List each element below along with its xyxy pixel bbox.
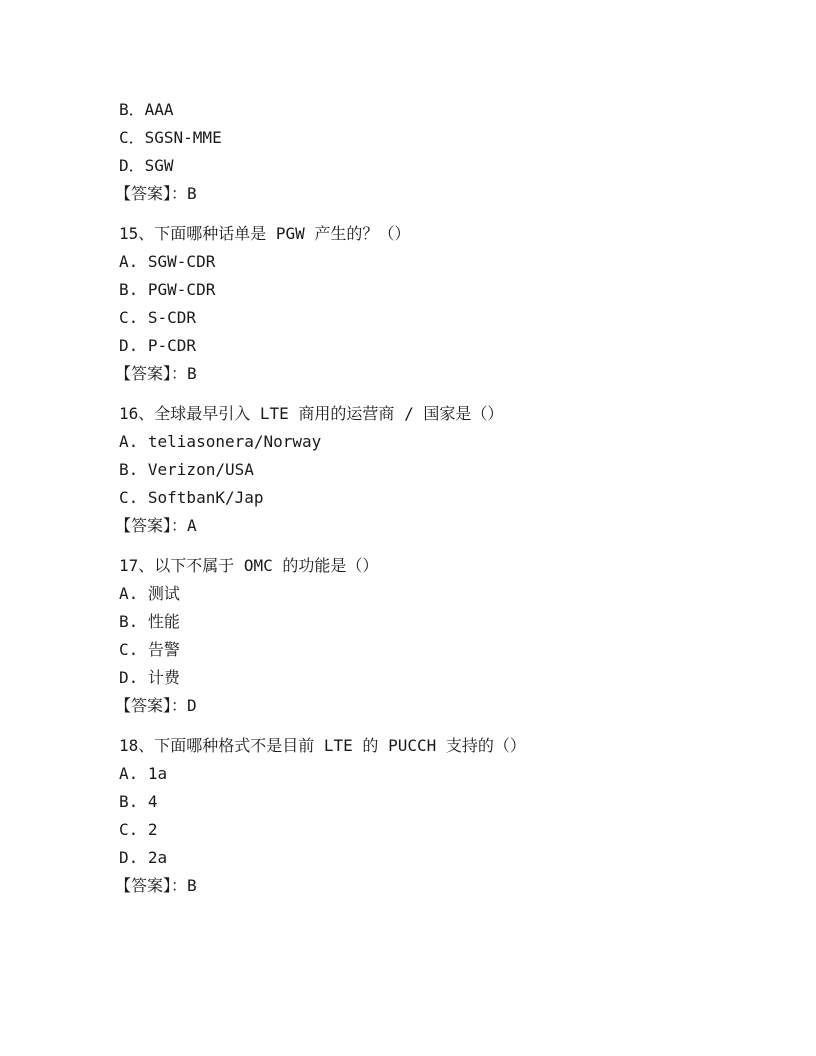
option-a: A. SGW-CDR [119,252,216,271]
answer-line: 【答案】：D [115,696,197,715]
answer-line: 【答案】：B [115,364,197,383]
option-c: C. 2 [119,820,158,839]
answer-line: 【答案】：A [115,516,197,535]
option-a: A. teliasonera/Norway [119,432,322,451]
question-16 [115,400,719,540]
option-d: D. P-CDR [119,336,197,355]
option-d: D．SGW [119,156,174,175]
option-b: B．AAA [119,100,174,119]
option-c: C. S-CDR [119,308,197,327]
option-b: B. 性能 [119,612,180,631]
answer-line: 【答案】：B [115,184,197,203]
question-list [115,96,719,900]
option-d: D. 计费 [119,668,180,687]
question-stem: 16、全球最早引入 LTE 商用的运营商 / 国家是（） [119,404,504,423]
option-a: A. 测试 [119,584,180,603]
option-b: B. PGW-CDR [119,280,216,299]
option-c: C. SoftbanK/Jap [119,488,264,507]
question-15 [115,220,719,388]
question-18 [115,732,719,900]
option-d: D. 2a [119,848,168,867]
question-17 [115,552,719,720]
prev-question-block [115,96,719,208]
option-c: C. 告警 [119,640,180,659]
option-a: A. 1a [119,764,168,783]
question-stem: 18、下面哪种格式不是目前 LTE 的 PUCCH 支持的（） [119,736,526,755]
question-stem: 17、以下不属于 OMC 的功能是（） [119,556,379,575]
question-stem: 15、下面哪种话单是 PGW 产生的？（） [119,224,411,243]
option-b: B. Verizon/USA [119,460,254,479]
option-b: B. 4 [119,792,158,811]
option-c: C．SGSN-MME [119,128,222,147]
answer-line: 【答案】：B [115,876,197,895]
